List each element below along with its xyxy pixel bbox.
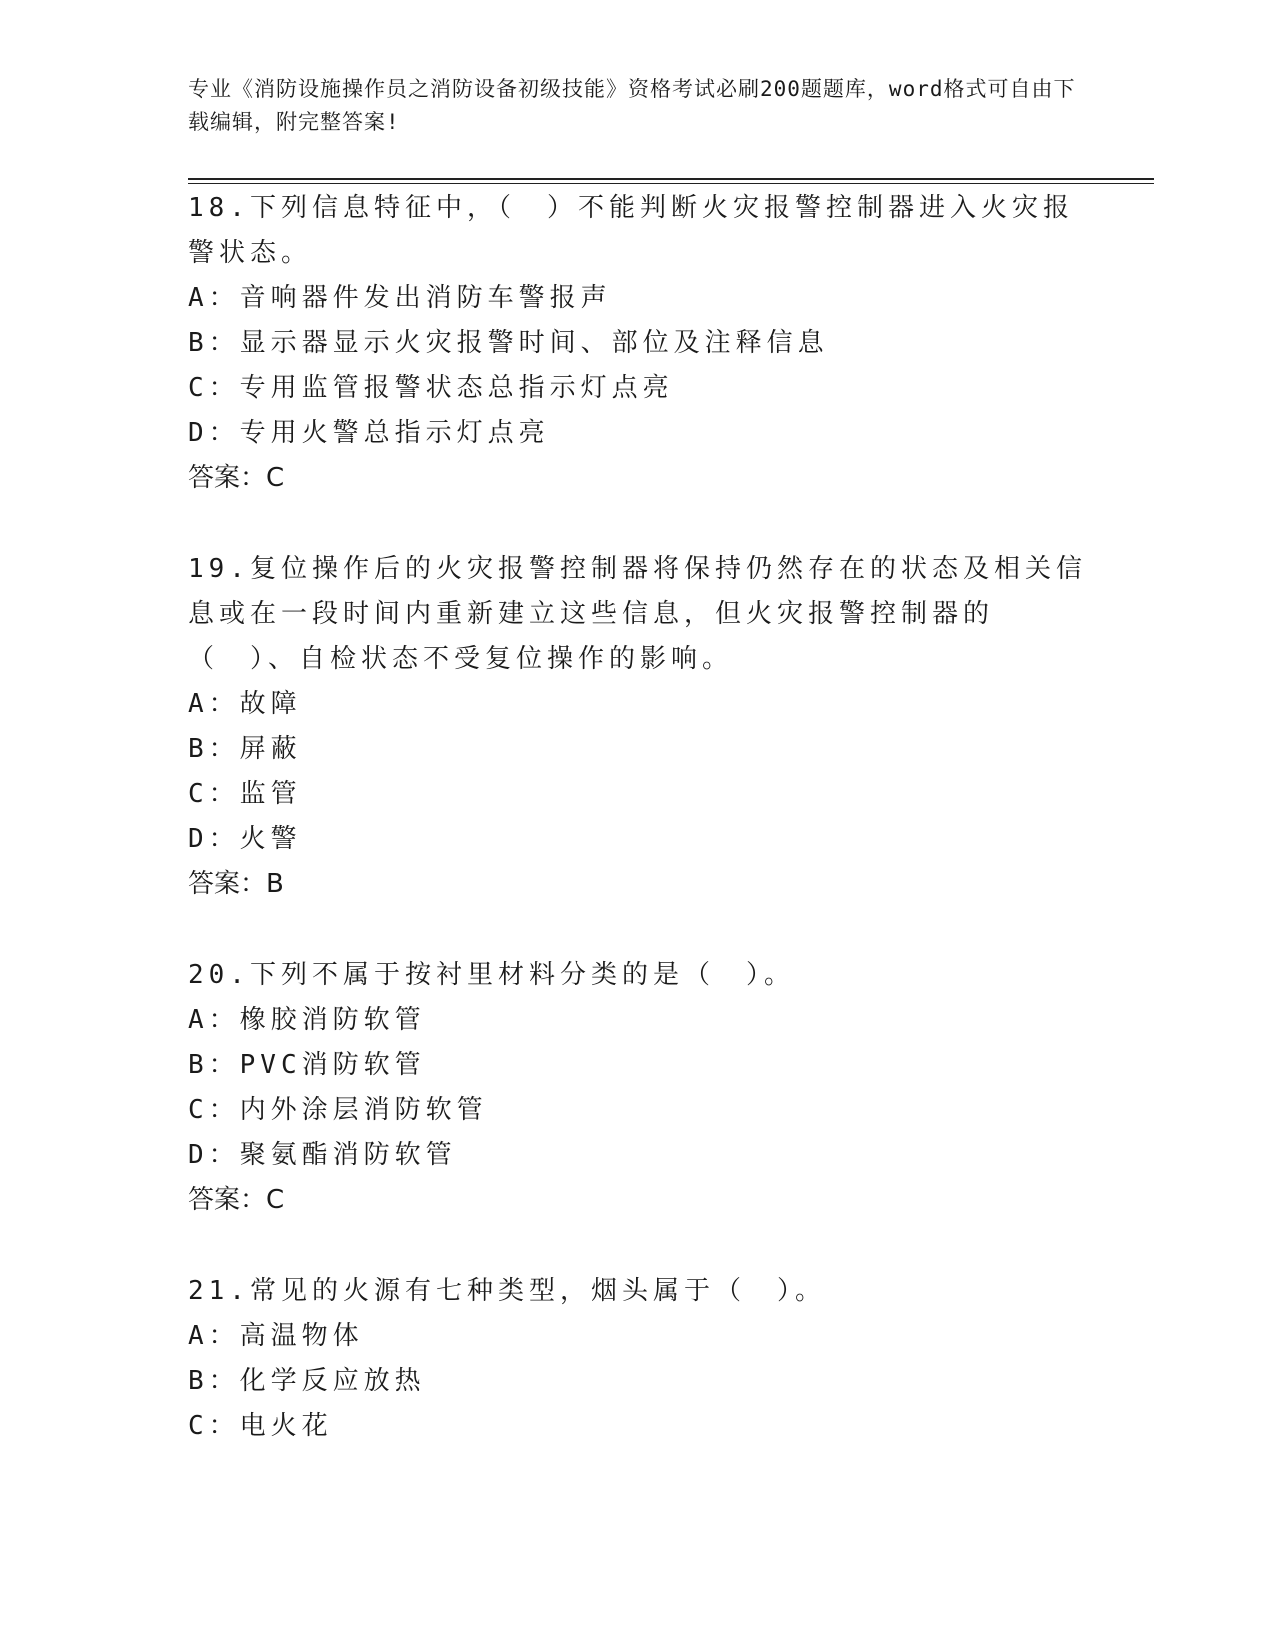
- document-header: 专业《消防设施操作员之消防设备初级技能》资格考试必刷200题题库，word格式可自由下载编辑，附完整答案!: [188, 77, 1076, 134]
- option-b: B：屏蔽: [188, 734, 302, 764]
- question-19: [188, 547, 1088, 907]
- question-21: [188, 1269, 1088, 1449]
- question-list: [188, 186, 1088, 1495]
- option-b: B：显示器显示火灾报警时间、部位及注释信息: [188, 328, 829, 358]
- option-d: D：火警: [188, 824, 302, 854]
- question-18: [188, 186, 1088, 501]
- option-a: A：高温物体: [188, 1321, 364, 1351]
- question-text: 20.下列不属于按衬里材料分类的是（ ）。: [188, 960, 795, 990]
- option-d: D：专用火警总指示灯点亮: [188, 418, 550, 448]
- option-b: B：化学反应放热: [188, 1366, 426, 1396]
- option-b: B：PVC消防软管: [188, 1050, 426, 1080]
- question-text: 18.下列信息特征中，（ ）不能判断火灾报警控制器进入火灾报警状态。: [188, 193, 1074, 268]
- option-a: A：音响器件发出消防车警报声: [188, 283, 612, 313]
- option-c: C：专用监管报警状态总指示灯点亮: [188, 373, 674, 403]
- option-d: D：聚氨酯消防软管: [188, 1140, 457, 1170]
- header-divider-thick: [188, 178, 1154, 180]
- question-text: 19.复位操作后的火灾报警控制器将保持仍然存在的状态及相关信息或在一段时间内重新建立这些信息，但火灾报警控制器的（ ）、自检状态不受复位操作的影响。: [188, 554, 1087, 674]
- question-text: 21.常见的火源有七种类型，烟头属于（ ）。: [188, 1276, 826, 1306]
- option-a: A：故障: [188, 689, 302, 719]
- question-20: [188, 953, 1088, 1223]
- option-c: C：监管: [188, 779, 302, 809]
- answer-line: 答案：C: [188, 463, 285, 493]
- option-c: C：内外涂层消防软管: [188, 1095, 488, 1125]
- option-c: C：电火花: [188, 1411, 333, 1441]
- header-divider-thin: [188, 183, 1154, 184]
- answer-line: 答案：C: [188, 1185, 285, 1215]
- option-a: A：橡胶消防软管: [188, 1005, 426, 1035]
- answer-line: 答案：B: [188, 869, 284, 899]
